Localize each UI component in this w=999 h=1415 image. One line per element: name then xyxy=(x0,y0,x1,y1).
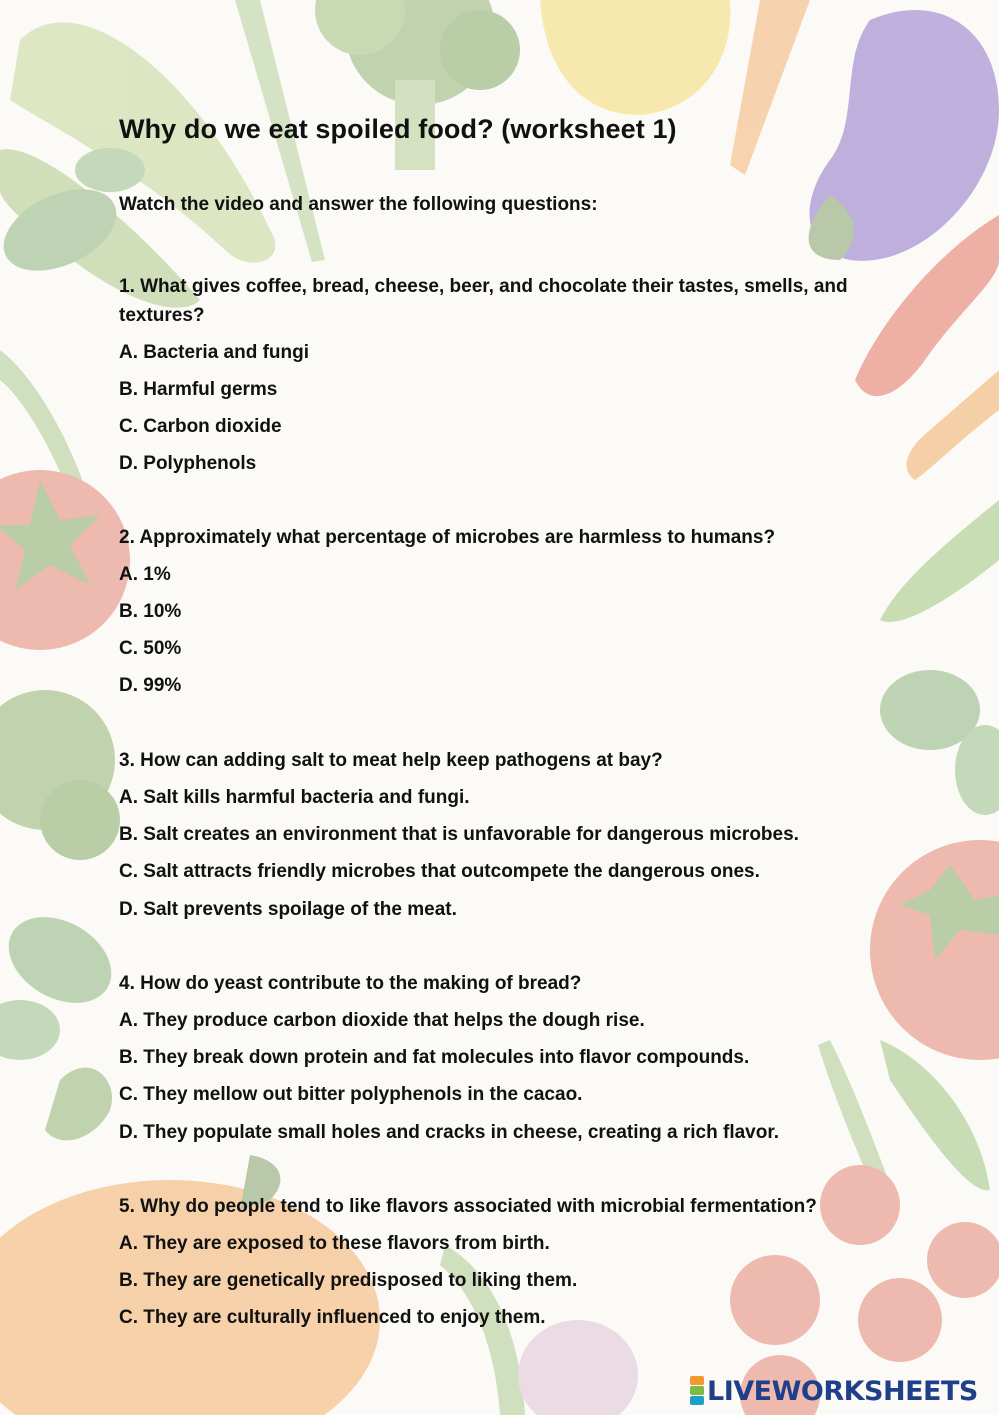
question-4-text: 4. How do yeast contribute to the making of bread? xyxy=(119,973,582,994)
question-2-option-b[interactable]: B. 10% xyxy=(119,601,182,622)
question-4-option-c[interactable]: C. They mellow out bitter polyphenols in the cacao. xyxy=(119,1084,583,1105)
question-1-text: 1. What gives coffee, bread, cheese, beer, and chocolate their tastes, smells, and textures? xyxy=(119,276,848,326)
question-1-option-b[interactable]: B. Harmful germs xyxy=(119,379,278,400)
question-4-option-d[interactable]: D. They populate small holes and cracks in cheese, creating a rich flavor. xyxy=(119,1122,779,1143)
question-4-option-b[interactable]: B. They break down protein and fat molecules into flavor compounds. xyxy=(119,1047,750,1068)
question-3-option-c[interactable]: C. Salt attracts friendly microbes that outcompete the dangerous ones. xyxy=(119,861,760,882)
question-5-option-a[interactable]: A. They are exposed to these flavors from birth. xyxy=(119,1233,550,1254)
question-3-option-a[interactable]: A. Salt kills harmful bacteria and fungi. xyxy=(119,787,470,808)
question-2-option-a[interactable]: A. 1% xyxy=(119,564,171,585)
liveworksheets-logo-text: LIVEWORKSHEETS xyxy=(707,1375,978,1407)
question-5-option-b[interactable]: B. They are genetically predisposed to liking them. xyxy=(119,1270,578,1291)
question-5-text: 5. Why do people tend to like flavors associated with microbial fermentation? xyxy=(119,1196,817,1217)
question-4-option-a[interactable]: A. They produce carbon dioxide that helps the dough rise. xyxy=(119,1010,645,1031)
question-1-option-a[interactable]: A. Bacteria and fungi xyxy=(119,342,310,363)
question-2-option-c[interactable]: C. 50% xyxy=(119,638,182,659)
instructions-text: Watch the video and answer the following questions: xyxy=(119,194,598,215)
question-1-option-c[interactable]: C. Carbon dioxide xyxy=(119,416,282,437)
question-2-option-d[interactable]: D. 99% xyxy=(119,675,182,696)
question-3-option-d[interactable]: D. Salt prevents spoilage of the meat. xyxy=(119,899,457,920)
question-3-option-b[interactable]: B. Salt creates an environment that is unfavorable for dangerous microbes. xyxy=(119,824,799,845)
question-5-option-c[interactable]: C. They are culturally influenced to enjoy them. xyxy=(119,1307,546,1328)
question-3-text: 3. How can adding salt to meat help keep pathogens at bay? xyxy=(119,750,663,771)
liveworksheets-logo xyxy=(690,1374,978,1408)
question-1-option-d[interactable]: D. Polyphenols xyxy=(119,453,257,474)
question-2-text: 2. Approximately what percentage of microbes are harmless to humans? xyxy=(119,527,776,548)
liveworksheets-logo-icon xyxy=(690,1376,704,1406)
worksheet-title: Why do we eat spoiled food? (worksheet 1) xyxy=(119,114,677,144)
